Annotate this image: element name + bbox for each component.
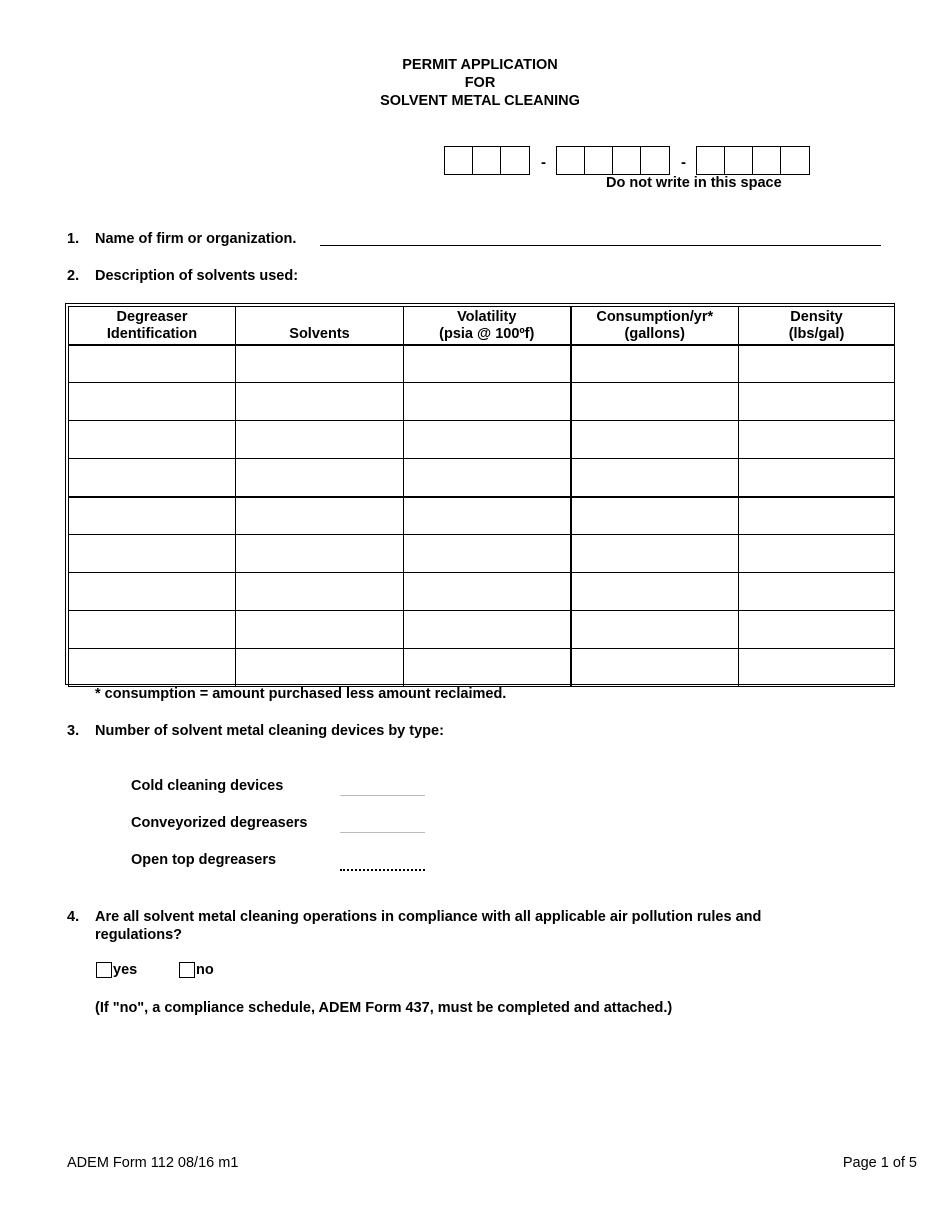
table-cell[interactable] — [739, 345, 895, 383]
office-box — [585, 147, 613, 174]
column-header-line: (lbs/gal) — [788, 325, 845, 342]
compliance-note: (If "no", a compliance schedule, ADEM Form 437, must be completed and attached.) — [95, 1000, 673, 1016]
conveyorized-count-field[interactable] — [340, 819, 425, 833]
table-cell[interactable] — [69, 611, 236, 649]
yes-label: yes — [113, 962, 138, 978]
table-cell[interactable] — [739, 497, 895, 535]
office-box-group-2 — [556, 146, 670, 175]
firm-name-field[interactable] — [320, 230, 881, 246]
table-cell[interactable] — [236, 383, 404, 421]
column-header-line: Identification — [106, 325, 198, 342]
office-box — [697, 147, 725, 174]
table-cell[interactable] — [69, 421, 236, 459]
yes-option[interactable] — [96, 962, 137, 978]
table-cell[interactable] — [69, 573, 236, 611]
table-row — [69, 383, 895, 421]
table-cell[interactable] — [69, 383, 236, 421]
question-1-label: Name of firm or organization. — [95, 231, 297, 247]
office-box — [781, 147, 809, 174]
office-dash-1: - — [541, 154, 546, 171]
table-row — [69, 611, 895, 649]
table-cell[interactable] — [69, 649, 236, 687]
column-header-density — [739, 307, 895, 345]
no-option[interactable] — [179, 962, 214, 978]
column-header-line: (gallons) — [624, 325, 685, 342]
table-cell[interactable] — [739, 421, 895, 459]
column-header-line: Volatility — [457, 308, 517, 325]
table-cell[interactable] — [739, 649, 895, 687]
title-line-3: SOLVENT METAL CLEANING — [380, 93, 580, 109]
table-cell[interactable] — [571, 459, 739, 497]
office-box-group-3 — [696, 146, 810, 175]
no-label: no — [196, 962, 214, 978]
open-top-count-field[interactable] — [340, 857, 425, 871]
title-line-1: PERMIT APPLICATION — [402, 57, 558, 73]
question-2-label: Description of solvents used: — [95, 268, 299, 284]
table-cell[interactable] — [69, 535, 236, 573]
table-cell[interactable] — [404, 611, 571, 649]
page-number: Page 1 of 5 — [842, 1155, 917, 1171]
yes-checkbox[interactable] — [96, 962, 112, 978]
column-header-volatility — [404, 307, 571, 345]
device-label-conveyorized: Conveyorized degreasers — [131, 815, 308, 831]
office-box — [501, 147, 529, 174]
table-row — [69, 459, 895, 497]
form-title — [0, 56, 950, 110]
table-cell[interactable] — [739, 573, 895, 611]
column-header-line: (psia @ 100ºf) — [439, 325, 535, 342]
table-row — [69, 421, 895, 459]
table-cell[interactable] — [236, 421, 404, 459]
question-2-number: 2. — [67, 268, 80, 284]
table-cell[interactable] — [571, 421, 739, 459]
table-cell[interactable] — [236, 497, 404, 535]
form-id: ADEM Form 112 08/16 m1 — [67, 1155, 239, 1171]
question-3-label: Number of solvent metal cleaning devices by type: — [95, 723, 444, 739]
office-use-note: Do not write in this space — [606, 175, 782, 191]
device-label-open-top: Open top degreasers — [131, 852, 277, 868]
table-cell[interactable] — [404, 421, 571, 459]
column-header-consumption — [571, 307, 739, 345]
column-header-line: Density — [790, 308, 843, 325]
table-cell[interactable] — [404, 649, 571, 687]
table-cell[interactable] — [404, 345, 571, 383]
office-box-group-1 — [444, 146, 530, 175]
column-header-line: Consumption/yr* — [596, 308, 714, 325]
table-row — [69, 573, 895, 611]
column-header-line: Degreaser — [116, 308, 188, 325]
table-cell[interactable] — [571, 649, 739, 687]
no-checkbox[interactable] — [179, 962, 195, 978]
office-box — [641, 147, 669, 174]
table-cell[interactable] — [571, 611, 739, 649]
table-cell[interactable] — [739, 611, 895, 649]
office-box — [753, 147, 781, 174]
table-cell[interactable] — [571, 383, 739, 421]
table-cell[interactable] — [69, 497, 236, 535]
column-header-solvents — [236, 307, 404, 345]
table-row — [69, 535, 895, 573]
question-1-number: 1. — [67, 231, 80, 247]
table-cell[interactable] — [571, 535, 739, 573]
solvent-table — [65, 303, 895, 685]
question-4-label-line-2: regulations? — [95, 927, 183, 943]
office-box — [473, 147, 501, 174]
table-row — [69, 345, 895, 383]
question-4-number: 4. — [67, 909, 80, 925]
device-label-cold-cleaning: Cold cleaning devices — [131, 778, 284, 794]
column-header-degreaser-id — [69, 307, 236, 345]
table-row — [69, 497, 895, 535]
question-4 — [67, 908, 887, 948]
table-header-row — [69, 307, 895, 345]
table-cell[interactable] — [739, 459, 895, 497]
table-cell[interactable] — [236, 649, 404, 687]
title-line-2: FOR — [464, 75, 496, 91]
table-footnote: * consumption = amount purchased less amount reclaimed. — [95, 686, 507, 702]
table-cell[interactable] — [404, 535, 571, 573]
table-cell[interactable] — [571, 573, 739, 611]
table-cell[interactable] — [236, 535, 404, 573]
table-cell[interactable] — [571, 497, 739, 535]
table-cell[interactable] — [69, 345, 236, 383]
table-cell[interactable] — [236, 459, 404, 497]
table-cell[interactable] — [236, 345, 404, 383]
office-box — [445, 147, 473, 174]
table-cell[interactable] — [739, 383, 895, 421]
table-cell[interactable] — [236, 573, 404, 611]
column-header-line: Solvents — [289, 325, 350, 342]
cold-cleaning-count-field[interactable] — [340, 782, 425, 796]
table-cell[interactable] — [404, 459, 571, 497]
table-row — [69, 649, 895, 687]
office-box — [725, 147, 753, 174]
table-cell[interactable] — [571, 345, 739, 383]
table-cell[interactable] — [404, 383, 571, 421]
office-box — [557, 147, 585, 174]
table-cell[interactable] — [69, 459, 236, 497]
question-4-label-line-1: Are all solvent metal cleaning operations in compliance with all applicable air pollution rules and — [95, 909, 762, 925]
office-box — [613, 147, 641, 174]
table-cell[interactable] — [236, 611, 404, 649]
table-cell[interactable] — [739, 535, 895, 573]
table-cell[interactable] — [404, 497, 571, 535]
office-dash-2: - — [681, 154, 686, 171]
table-cell[interactable] — [404, 573, 571, 611]
question-3-number: 3. — [67, 723, 80, 739]
